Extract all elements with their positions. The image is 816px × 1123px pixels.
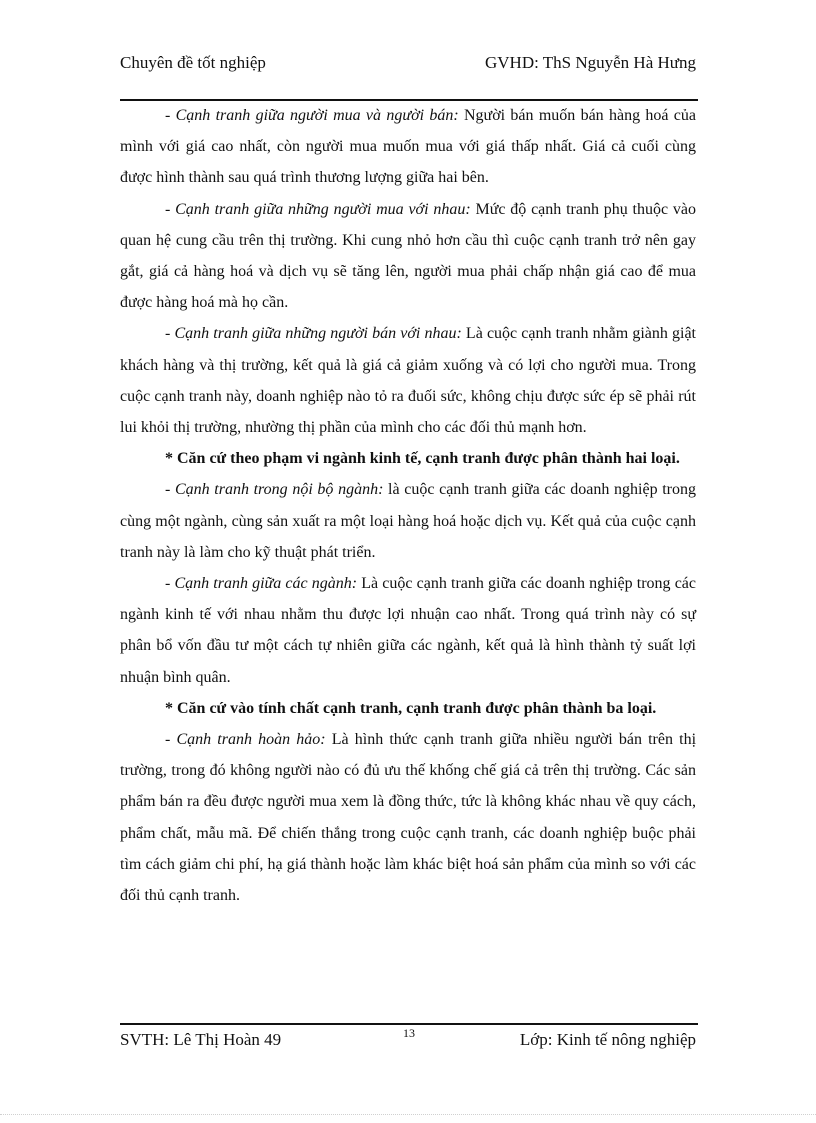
paragraph-lead: - Cạnh tranh trong nội bộ ngành:: [165, 481, 384, 499]
paragraph: [120, 194, 696, 319]
paragraph-lead: - Cạnh tranh hoàn hảo:: [165, 731, 326, 749]
section-heading: * Căn cứ vào tính chất cạnh tranh, cạnh tranh được phân thành ba loại.: [165, 699, 657, 717]
header-left-text: Chuyên đề tốt nghiệp: [120, 53, 266, 72]
paragraph-lead: - Cạnh tranh giữa các ngành:: [165, 575, 358, 593]
footer-left-text: SVTH: Lê Thị Hoàn 49: [120, 1030, 282, 1049]
paragraph-text: Mức độ cạnh tranh phụ thuộc vào quan hệ cung cầu trên thị trường. Khi cung nhỏ hơn cầu thì cuộc cạnh tranh trở nên gay gắt, giá cả hàng hoá và dịch vụ sẽ tăng lên, người mua phải chấp nhận giá cao để mua được hàng hoá mà họ cần.: [120, 200, 697, 312]
paragraph-lead: - Cạnh tranh giữa những người bán với nhau:: [165, 325, 462, 343]
page-edge-divider: [0, 1114, 816, 1115]
paragraph-text: Là cuộc cạnh tranh giữa các doanh nghiệp trong các ngành kinh tế với nhau nhằm thu được lợi nhuận cao nhất. Trong quá trình này có sự phân bổ vốn đầu tư một cách tự nhiên giữa các ngành, kết quả là hình thành tỷ suất lợi nhuận bình quân.: [120, 575, 697, 686]
paragraph-text: Người bán muốn bán hàng hoá của mình với giá cao nhất, còn người mua muốn mua với giá thấp nhất. Giá cả cuối cùng được hình thành sau quá trình thương lượng giữa hai bên.: [120, 107, 697, 187]
footer-rule: [120, 1023, 698, 1025]
section-heading: * Căn cứ theo phạm vi ngành kinh tế, cạnh tranh được phân thành hai loại.: [165, 450, 680, 468]
header-right-text: GVHD: ThS Nguyễn Hà Hưng: [485, 53, 696, 72]
paragraph: [120, 100, 696, 194]
paragraph-text: Là hình thức cạnh tranh giữa nhiều người bán trên thị trường, trong đó không người nào có đủ ưu thế khống chế giá cả trên thị trường. Các sản phẩm bán ra đều được người mua xem là đồng thức, tức là không khác nhau về quy cách, phẩm chất, mẫu mã. Để chiến thắng trong cuộc cạnh tranh, các doanh nghiệp buộc phải tìm cách giảm chi phí, hạ giá thành hoặc làm khác biệt hoá sản phẩm của mình so với các đối thủ cạnh tranh.: [120, 731, 697, 905]
paragraph-text: là cuộc cạnh tranh giữa các doanh nghiệp trong cùng một ngành, cùng sản xuất ra một loại hàng hoá hoặc dịch vụ. Kết quả của cuộc cạnh tranh này là làm cho kỹ thuật phát triển.: [120, 481, 696, 561]
paragraph-lead: - Cạnh tranh giữa người mua và người bán:: [165, 107, 459, 124]
footer-right-text: Lớp: Kinh tế nông nghiệp: [519, 1030, 696, 1049]
paragraph: [120, 568, 696, 693]
paragraph: [120, 318, 696, 443]
paragraph-text: Là cuộc cạnh tranh nhằm giành giật khách hàng và thị trường, kết quả là giá cả giảm xuống và có lợi cho người mua. Trong cuộc cạnh tranh này, doanh nghiệp nào tỏ ra đuối sức, không chịu được sức ép sẽ phải rút lui khỏi thị trường, nhường thị phần của mình cho các đối thủ mạnh hơn.: [120, 325, 696, 437]
paragraph: [120, 474, 696, 568]
paragraph: [120, 724, 696, 911]
document-body: [120, 100, 696, 911]
paragraph-lead: - Cạnh tranh giữa những người mua với nhau:: [165, 200, 471, 218]
page-number: 13: [403, 1026, 415, 1040]
page-header: [120, 52, 696, 98]
